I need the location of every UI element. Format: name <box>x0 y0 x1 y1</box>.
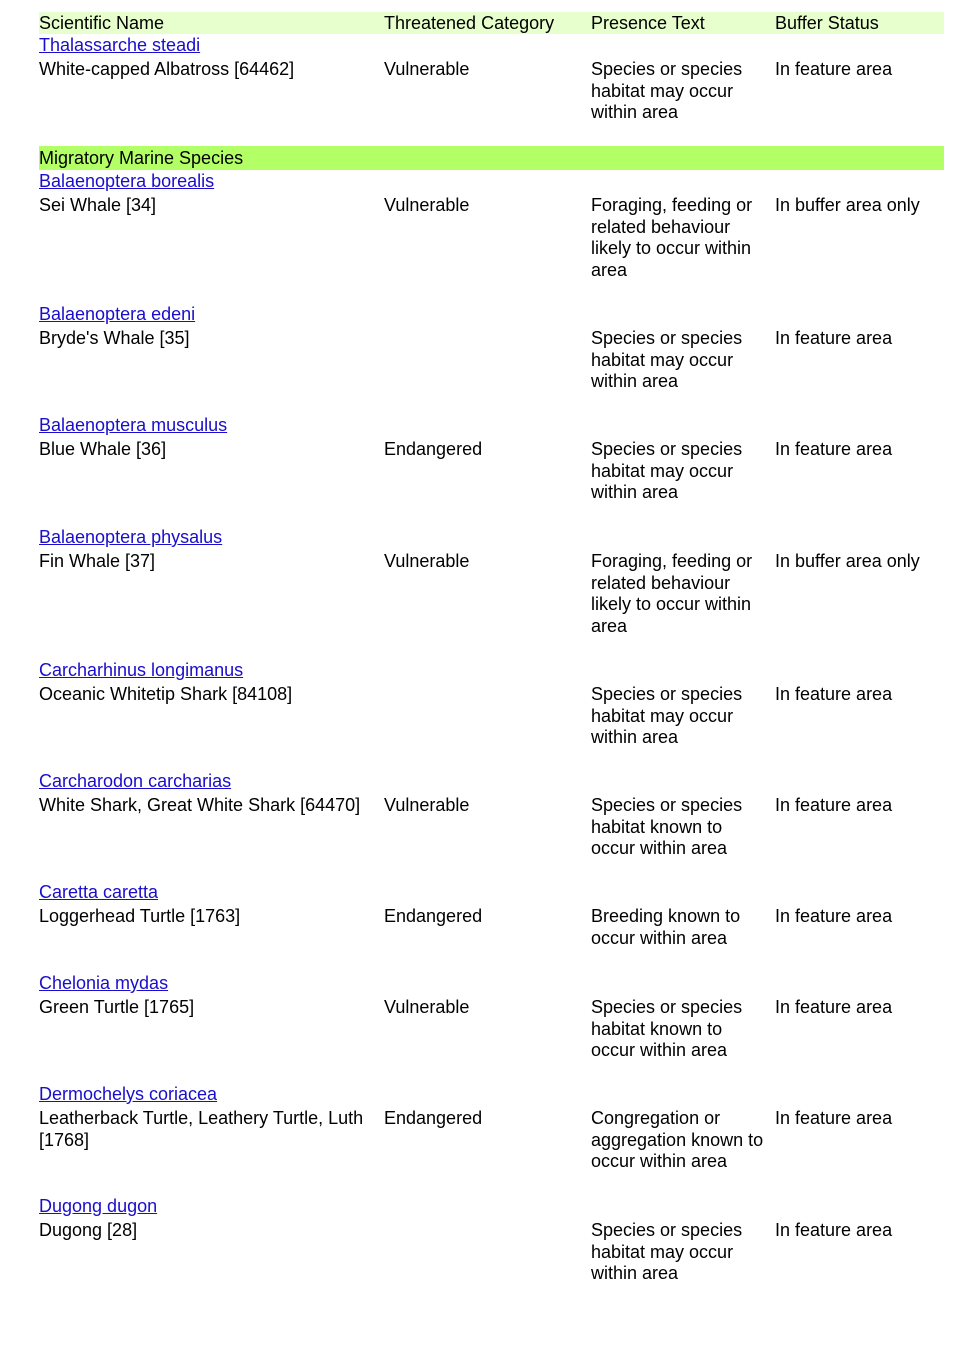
scientific-name-link[interactable]: Chelonia mydas <box>39 973 169 993</box>
scientific-name-link[interactable]: Balaenoptera edeni <box>39 304 196 324</box>
scientific-name-link[interactable]: Balaenoptera musculus <box>39 415 228 435</box>
buffer-status: In buffer area only <box>775 195 920 215</box>
threatened-category: Vulnerable <box>384 551 470 571</box>
threatened-category: Endangered <box>384 906 483 926</box>
threatened-category: Vulnerable <box>384 997 470 1017</box>
presence-text: Species or species habitat may occur within area <box>591 1220 743 1283</box>
buffer-status: In feature area <box>775 59 893 79</box>
buffer-status: In feature area <box>775 684 893 704</box>
header-buffer-status: Buffer Status <box>775 13 879 33</box>
scientific-name-link[interactable]: Thalassarche steadi <box>39 35 201 55</box>
threatened-category: Endangered <box>384 439 483 459</box>
common-name: Loggerhead Turtle [1763] <box>39 906 241 926</box>
scientific-name-link[interactable]: Balaenoptera borealis <box>39 171 215 191</box>
common-name: Leatherback Turtle, Leathery Turtle, Luth [1768] <box>39 1108 364 1150</box>
section-header: Migratory Marine Species <box>39 146 944 170</box>
scientific-name-link[interactable]: Carcharodon carcharias <box>39 771 232 791</box>
threatened-category: Endangered <box>384 1108 483 1128</box>
presence-text: Species or species habitat may occur within area <box>591 684 743 747</box>
presence-text: Species or species habitat known to occur within area <box>591 997 743 1060</box>
buffer-status: In feature area <box>775 1108 893 1128</box>
presence-text: Breeding known to occur within area <box>591 906 741 948</box>
species-table <box>39 12 944 1283</box>
presence-text: Species or species habitat may occur within area <box>591 59 743 122</box>
scientific-name-link[interactable]: Carcharhinus longimanus <box>39 660 244 680</box>
buffer-status: In feature area <box>775 795 893 815</box>
common-name: Bryde's Whale [35] <box>39 328 190 348</box>
common-name: Fin Whale [37] <box>39 551 156 571</box>
presence-text: Foraging, feeding or related behaviour likely to occur within area <box>591 195 753 280</box>
threatened-category: Vulnerable <box>384 59 470 79</box>
presence-text: Foraging, feeding or related behaviour likely to occur within area <box>591 551 753 636</box>
buffer-status: In feature area <box>775 1220 893 1240</box>
threatened-category: Vulnerable <box>384 195 470 215</box>
presence-text: Species or species habitat may occur within area <box>591 439 743 502</box>
common-name: Oceanic Whitetip Shark [84108] <box>39 684 293 704</box>
presence-text: Species or species habitat known to occur within area <box>591 795 743 858</box>
header-threatened-category: Threatened Category <box>384 13 555 33</box>
common-name: Dugong [28] <box>39 1220 138 1240</box>
buffer-status: In feature area <box>775 439 893 459</box>
table-header <box>39 12 944 34</box>
buffer-status: In feature area <box>775 997 893 1017</box>
header-presence-text: Presence Text <box>591 13 705 33</box>
common-name: Sei Whale [34] <box>39 195 157 215</box>
common-name: Blue Whale [36] <box>39 439 167 459</box>
header-scientific-name: Scientific Name <box>39 13 165 33</box>
scientific-name-link[interactable]: Balaenoptera physalus <box>39 527 223 547</box>
common-name: White-capped Albatross [64462] <box>39 59 295 79</box>
buffer-status: In buffer area only <box>775 551 920 571</box>
presence-text: Species or species habitat may occur within area <box>591 328 743 391</box>
scientific-name-link[interactable]: Dugong dugon <box>39 1196 158 1216</box>
buffer-status: In feature area <box>775 328 893 348</box>
scientific-name-link[interactable]: Caretta caretta <box>39 882 159 902</box>
buffer-status: In feature area <box>775 906 893 926</box>
presence-text: Congregation or aggregation known to occur within area <box>591 1108 764 1171</box>
threatened-category: Vulnerable <box>384 795 470 815</box>
scientific-name-link[interactable]: Dermochelys coriacea <box>39 1084 218 1104</box>
common-name: White Shark, Great White Shark [64470] <box>39 795 361 815</box>
common-name: Green Turtle [1765] <box>39 997 195 1017</box>
